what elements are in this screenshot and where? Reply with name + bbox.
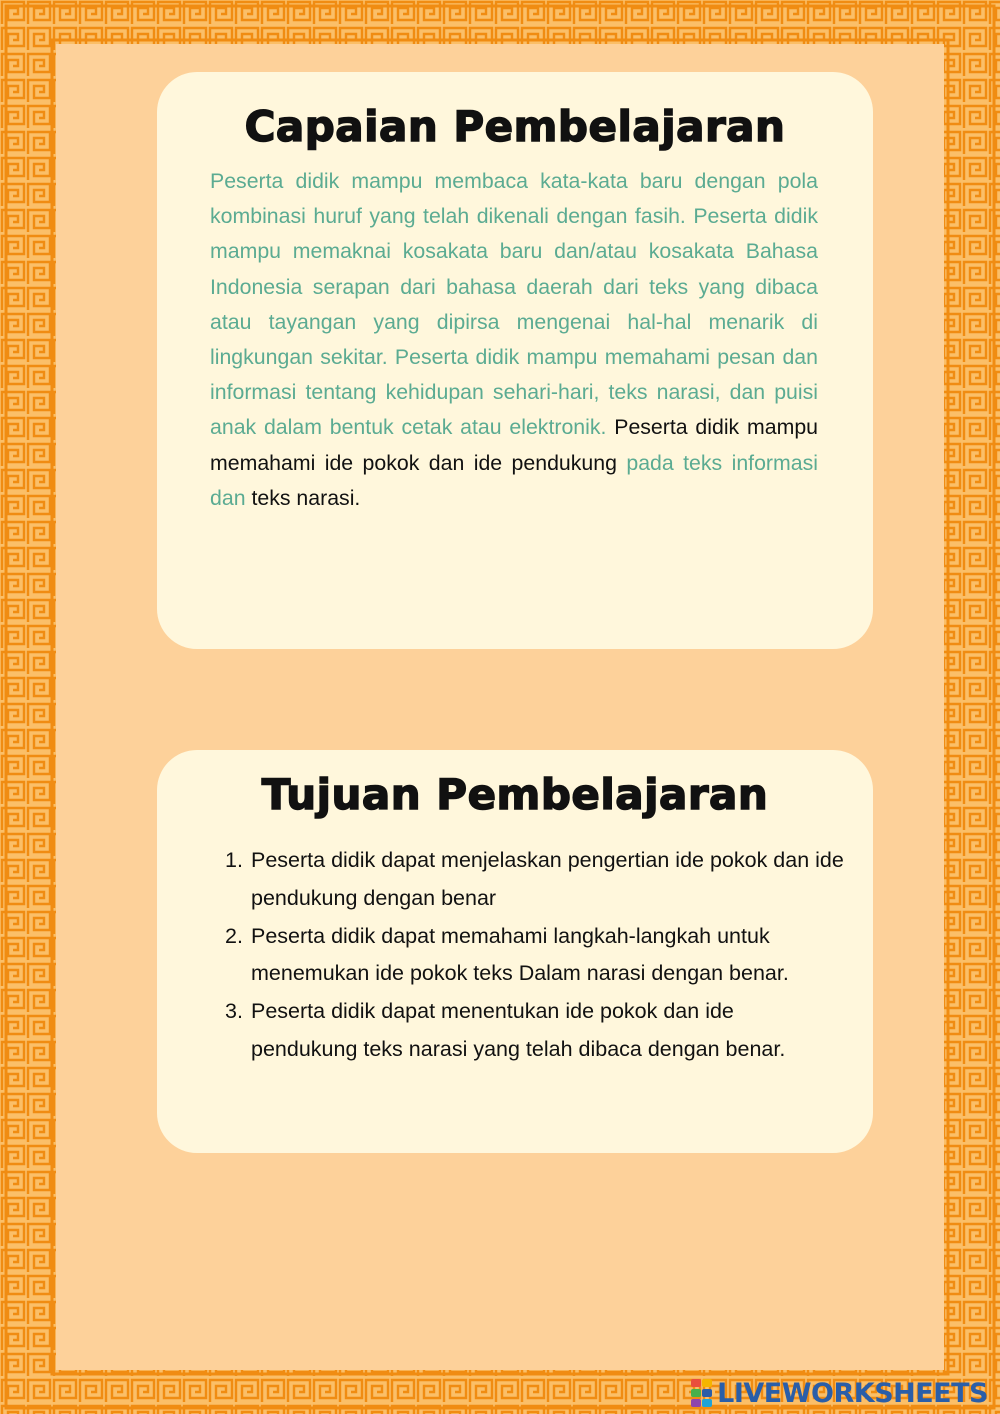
capaian-text-dark-2: teks narasi. (251, 485, 361, 510)
liveworksheets-logo-icon (691, 1379, 713, 1407)
list-item (225, 918, 845, 994)
tujuan-list (225, 842, 845, 1069)
tujuan-card (157, 750, 873, 1153)
liveworksheets-brand[interactable] (691, 1378, 988, 1408)
tujuan-title: Tujuan Pembelajaran (261, 770, 769, 819)
brand-text: LIVEWORKSHEETS (717, 1377, 988, 1409)
list-item (225, 993, 845, 1069)
capaian-paragraph (210, 164, 818, 516)
list-item-text: Peserta didik dapat menjelaskan pengertian ide pokok dan ide pendukung dengan benar (251, 848, 844, 910)
capaian-text-dark-1: Peserta didik mampu memahami ide pokok dan ide pendukung (210, 415, 819, 475)
list-item-text: Peserta didik dapat memahami langkah-langkah untuk menemukan ide pokok teks Dalam narasi dengan benar. (251, 923, 789, 986)
capaian-card (157, 72, 873, 649)
capaian-title: Capaian Pembelajaran (244, 102, 786, 151)
list-item-text: Peserta didik dapat menentukan ide pokok dan ide pendukung teks narasi yang telah dibaca dengan benar. (251, 999, 786, 1061)
list-item-number: 3. (225, 999, 243, 1024)
capaian-text-accent-1: Peserta didik mampu membaca kata-kata baru dengan pola kombinasi huruf yang telah dikenali dengan fasih. Peserta didik mampu memaknai kosakata baru dan/atau kosakata Bahasa Indonesia serapan dari bahasa daerah dari teks yang dibaca atau tayangan yang dipirsa mengenai hal-hal menarik di lingkungan sekitar. Peserta didik mampu memahami pesan dan informasi tentang kehidupan sehari-hari, teks narasi, dan puisi anak dalam bentuk cetak atau elektronik. (210, 169, 818, 440)
list-item-number: 1. (225, 848, 243, 872)
list-item (225, 842, 845, 918)
list-item-number: 2. (225, 923, 243, 948)
capaian-text-accent-2: pada teks informasi dan (210, 450, 818, 510)
